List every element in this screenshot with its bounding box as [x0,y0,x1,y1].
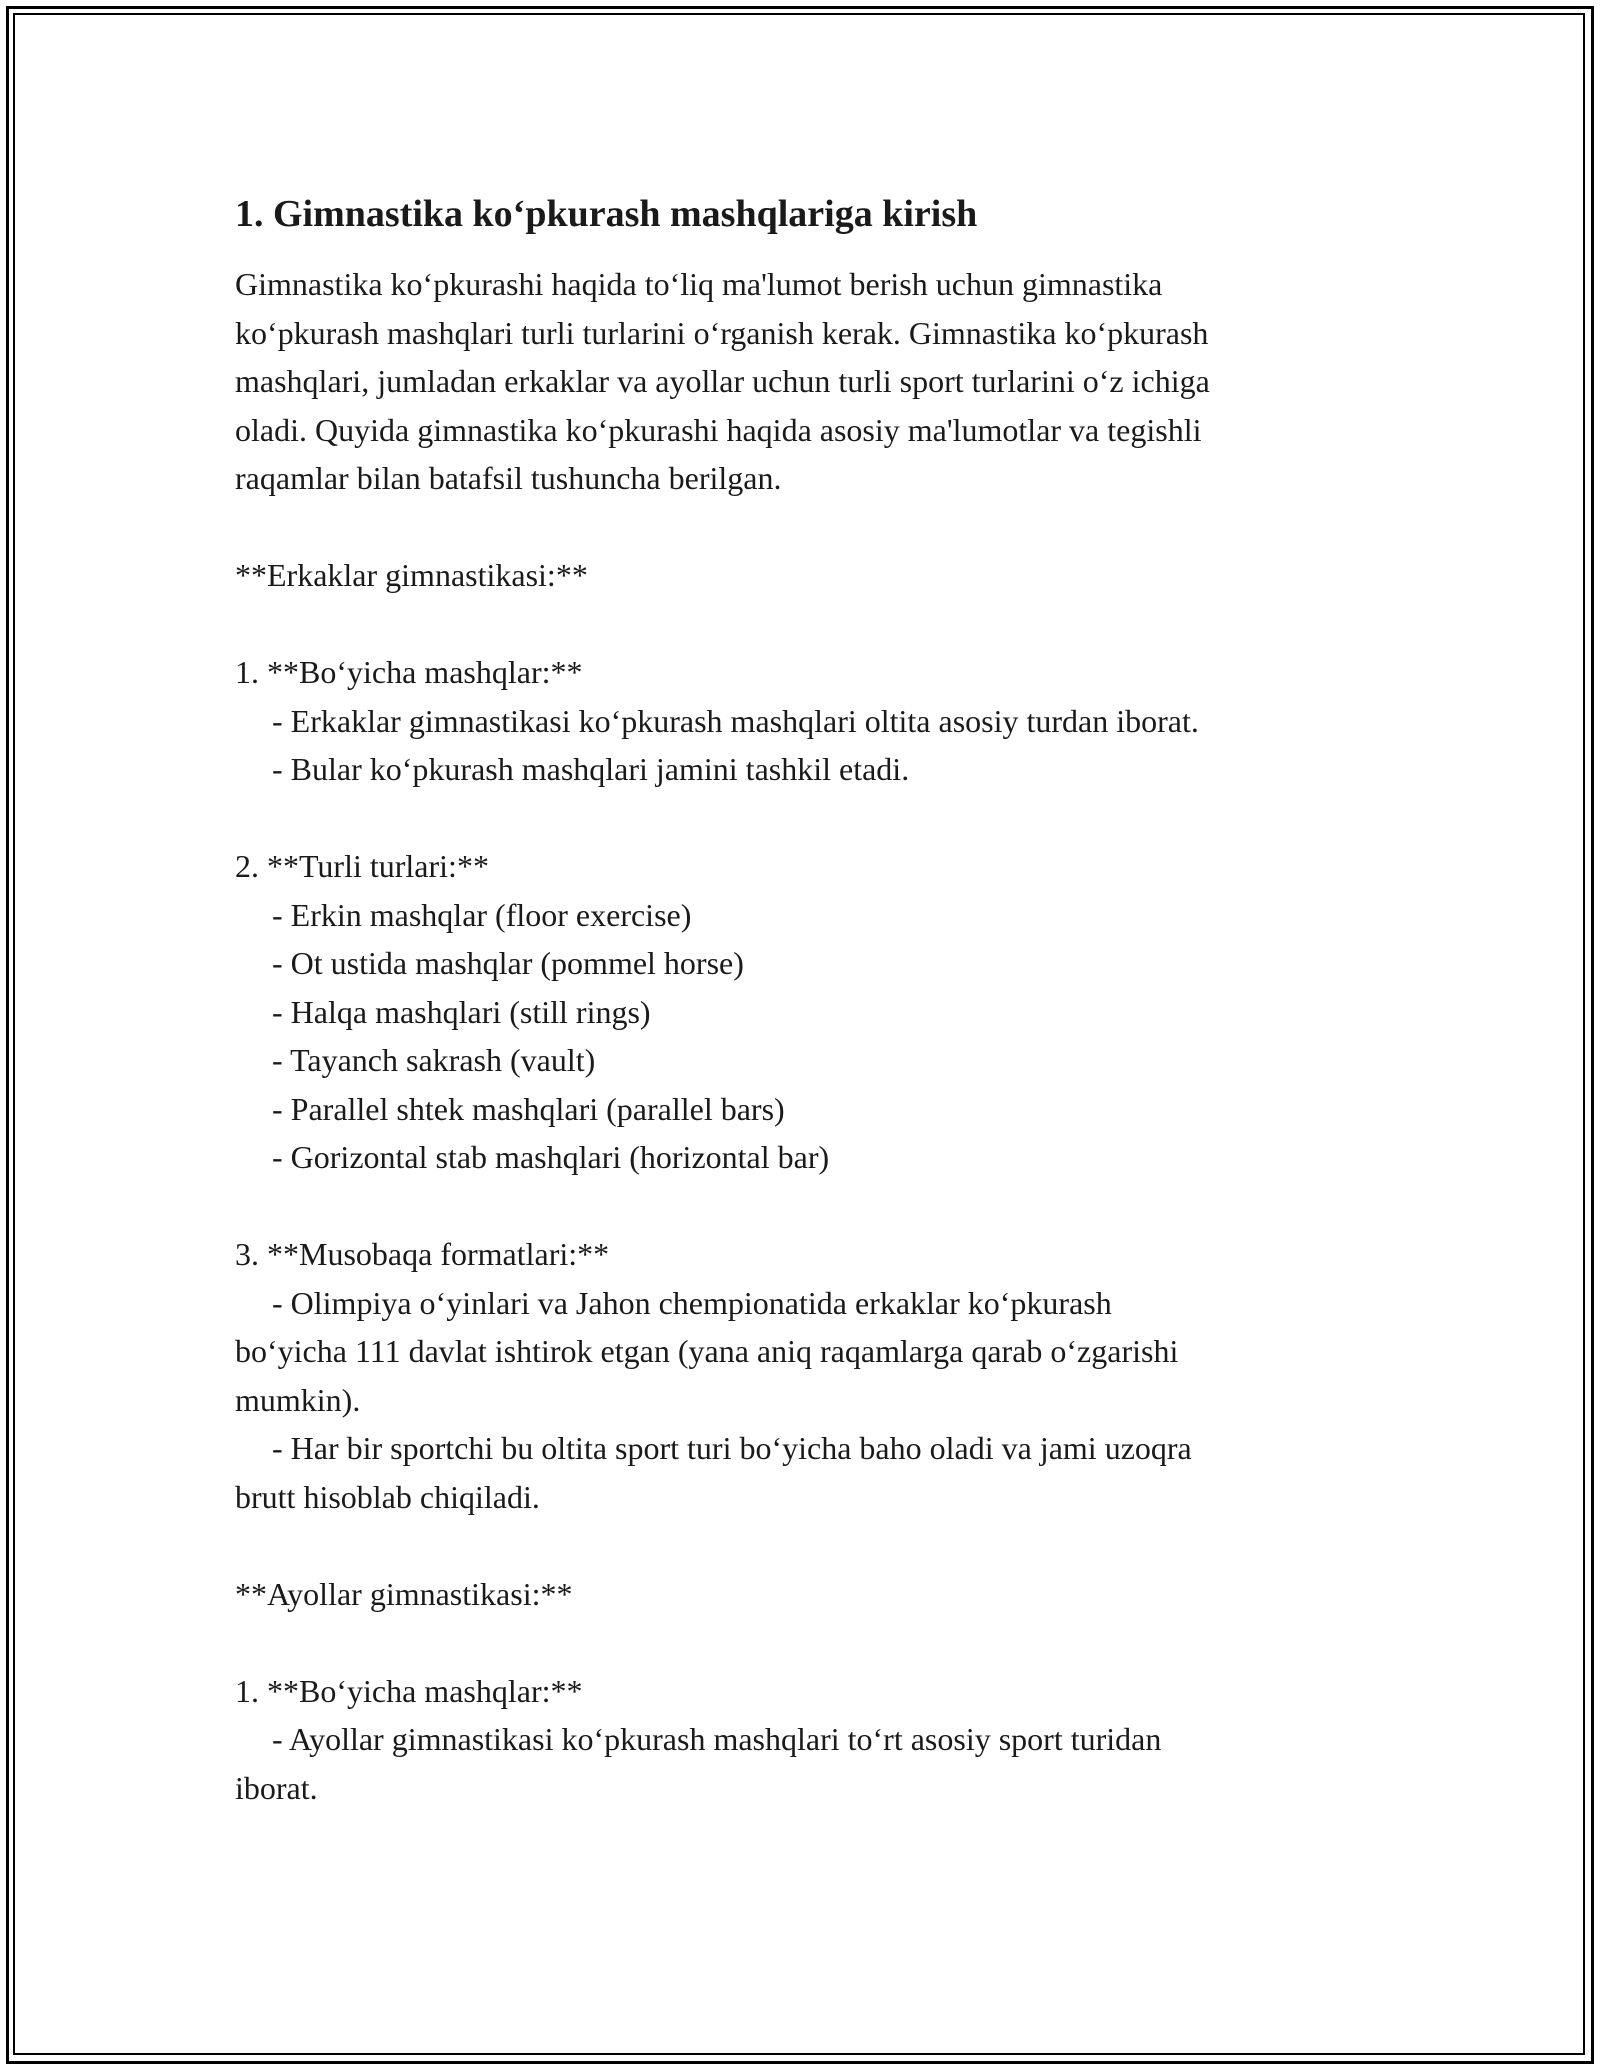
document-heading: 1. Gimnastika ko‘pkurash mashqlariga kirish [235,193,978,235]
list-item: - Ot ustida mashqlar (pommel horse) [272,945,744,981]
intro-paragraph [235,260,1375,503]
intro-line: Gimnastika ko‘pkurashi haqida to‘liq ma'lumot berish uchun gimnastika [235,266,1163,302]
intro-line: ko‘pkurash mashqlari turli turlarini o‘rganish kerak. Gimnastika ko‘pkurash [235,314,1209,351]
list-item-line: - Har bir sportchi bu oltita sport turi bo‘yicha baho oladi va jami uzoqra [272,1430,1192,1466]
list-item-line: brutt hisoblab chiqiladi. [235,1478,540,1515]
intro-line: oladi. Quyida gimnastika ko‘pkurashi haqida asosiy ma'lumotlar va tegishli [235,411,1202,448]
men-section-1 [235,648,1375,794]
section-title: 2. **Turli turlari:** [235,848,489,884]
list-item-line: mumkin). [235,1381,361,1418]
list-item-line: iborat. [235,1769,318,1806]
women-section-1 [235,1667,1375,1813]
intro-line: raqamlar bilan batafsil tushuncha berilgan. [235,460,782,496]
list-item: - Halqa mashqlari (still rings) [272,993,651,1030]
list-item: - Parallel shtek mashqlari (parallel bars) [272,1090,785,1127]
section-title: 1. **Bo‘yicha mashqlar:** [235,1672,583,1709]
men-section-3 [235,1230,1375,1521]
men-section-2 [235,842,1375,1182]
women-gymnastics-heading: **Ayollar gimnastikasi:** [235,1575,573,1612]
list-item-line: - Olimpiya o‘yinlari va Jahon chempionatida erkaklar ko‘pkurash [272,1284,1112,1321]
list-item: - Tayanch sakrash (vault) [272,1042,596,1078]
list-item: - Erkaklar gimnastikasi ko‘pkurash mashqlari oltita asosiy turdan iborat. [272,702,1199,739]
list-item: - Erkin mashqlar (floor exercise) [272,896,692,933]
list-item: - Gorizontal stab mashqlari (horizontal bar) [272,1139,830,1175]
men-gymnastics-heading: **Erkaklar gimnastikasi:** [235,557,588,593]
list-item: - Bular ko‘pkurash mashqlari jamini tashkil etadi. [272,751,910,787]
list-item-line: - Ayollar gimnastikasi ko‘pkurash mashqlari to‘rt asosiy sport turidan [272,1721,1162,1757]
list-item-line: bo‘yicha 111 davlat ishtirok etgan (yana aniq raqamlarga qarab o‘zgarishi [235,1333,1179,1369]
intro-line: mashqlari, jumladan erkaklar va ayollar uchun turli sport turlarini o‘z ichiga [235,363,1210,399]
section-title: 1. **Bo‘yicha mashqlar:** [235,654,583,690]
section-title: 3. **Musobaqa formatlari:** [235,1236,610,1272]
document-body [235,190,1375,1812]
